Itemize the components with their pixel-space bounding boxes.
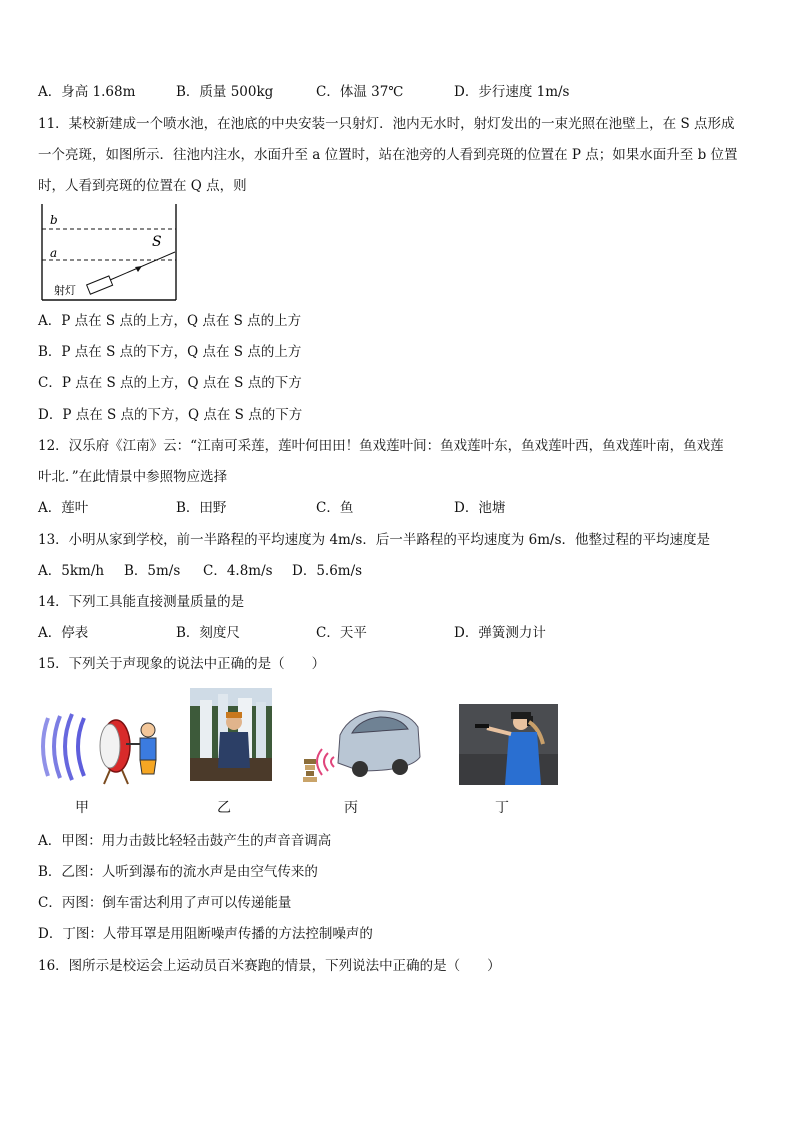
q14-stem: 14．下列工具能直接测量质量的是 (38, 594, 245, 610)
q15-option-a: A．甲图：用力击鼓比轻轻击鼓产生的声音音调高 (38, 833, 332, 849)
drum-image (40, 708, 164, 786)
q10-option-a: A．身高 1.68m (38, 84, 136, 100)
label-s: S (152, 234, 162, 250)
q13-option-a: A．5km/h (38, 563, 105, 579)
label-a: a (50, 246, 58, 260)
q13-option-d: D．5.6m/s (292, 563, 363, 579)
car-image (300, 705, 422, 787)
q11-pool-figure (38, 202, 180, 302)
q13-stem: 13．小明从家到学校，前一半路程的平均速度为 4m/s．后一半路程的平均速度为 6m/s．他整过程的平均速度是 (38, 532, 710, 548)
q12-option-a: A．莲叶 (38, 500, 89, 516)
q15-stem: 15．下列关于声现象的说法中正确的是（ ） (38, 656, 326, 672)
light-ray (110, 252, 175, 280)
q10-option-d: D．步行速度 1m/s (454, 84, 570, 100)
q11-stem-line1: 11．某校新建成一个喷水池，在池底的中央安装一只射灯．池内无水时，射灯发出的一束光照在池壁上，在 S 点形成 (38, 116, 735, 132)
caption-yi: 乙 (217, 800, 231, 816)
label-lamp: 射灯 (54, 284, 76, 297)
q11-option-a: A．P 点在 S 点的上方，Q 点在 S 点的上方 (38, 313, 302, 329)
caption-ding: 丁 (495, 800, 509, 816)
q15-option-c: C．丙图：倒车雷达利用了声可以传递能量 (38, 895, 292, 911)
q15-option-b: B．乙图：人听到瀑布的流水声是由空气传来的 (38, 864, 318, 880)
shooter-image (459, 704, 558, 785)
q11-stem-line2: 一个亮斑，如图所示．往池内注水，水面升至 a 位置时，站在池旁的人看到亮斑的位置在 P 点；如果水面升至 b 位置 (38, 147, 738, 163)
caption-jia: 甲 (75, 800, 89, 816)
caption-bing: 丙 (344, 800, 358, 816)
q13-option-b: B．5m/s (124, 563, 181, 579)
q11-stem-line3: 时，人看到亮斑的位置在 Q 点，则 (38, 178, 247, 194)
q11-option-d: D．P 点在 S 点的下方，Q 点在 S 点的下方 (38, 407, 303, 423)
q12-option-c: C．鱼 (316, 500, 354, 516)
q14-option-c: C．天平 (316, 625, 367, 641)
q12-stem-line1: 12．汉乐府《江南》云：“江南可采莲，莲叶何田田！鱼戏莲叶间：鱼戏莲叶东，鱼戏莲叶西，鱼戏莲叶南，鱼戏莲 (38, 438, 724, 454)
q16-stem: 16．图所示是校运会上运动员百米赛跑的情景，下列说法中正确的是（ ） (38, 958, 501, 974)
lamp-icon (87, 276, 113, 294)
q14-option-a: A．停表 (38, 625, 89, 641)
q10-option-c: C．体温 37℃ (316, 84, 404, 100)
q10-option-b: B．质量 500kg (176, 84, 274, 100)
q12-stem-line2: 叶北．”在此情景中参照物应选择 (38, 469, 228, 485)
q12-option-b: B．田野 (176, 500, 227, 516)
q14-option-b: B．刻度尺 (176, 625, 240, 641)
q14-option-d: D．弹簧测力计 (454, 625, 546, 641)
label-b: b (50, 213, 58, 227)
q13-option-c: C．4.8m/s (203, 563, 273, 579)
q15-option-d: D．丁图：人带耳罩是用阻断噪声传播的方法控制噪声的 (38, 926, 373, 942)
q11-option-b: B．P 点在 S 点的下方，Q 点在 S 点的上方 (38, 344, 302, 360)
q12-option-d: D．池塘 (454, 500, 506, 516)
waterfall-image (190, 688, 272, 781)
q11-option-c: C．P 点在 S 点的上方，Q 点在 S 点的下方 (38, 375, 302, 391)
